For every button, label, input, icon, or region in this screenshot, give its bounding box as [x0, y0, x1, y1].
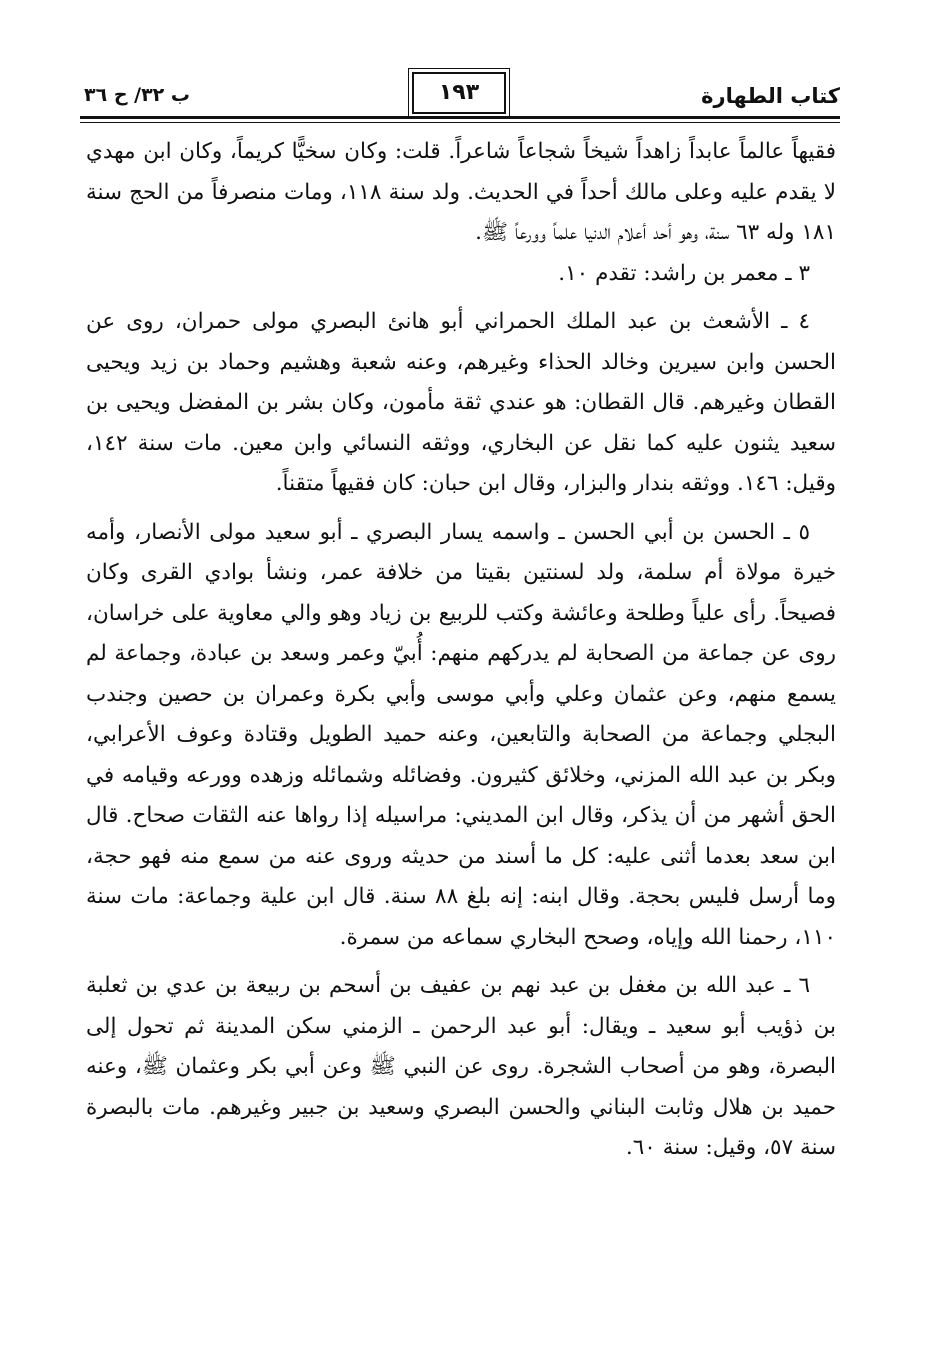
paragraph-continuation: فقيهاً عالماً عابداً زاهداً شيخاً شجاعاً شاعراً. قلت: وكان سخيًّا كريماً، وكان ابن مهدي لا يقدم عليه وعلى مالك أحداً في الحديث. ولد سنة ١١٨، ومات منصرفاً من الحج سنة ١٨١ وله ٦٣ سنة، وهو أحد أعلام الدنيا علماً وورعاً ﷺ. [86, 139, 836, 245]
page-number: ١٩٣ [412, 72, 506, 114]
paragraph-entry-4: ٤ ـ الأشعث بن عبد الملك الحمراني أبو هانئ البصري مولى حمران، روى عن الحسن وابن سيرين وخالد الحذاء وغيرهم، وعنه شعبة وهشيم وحماد بن زيد ويحيى القطان وغيرهم. قال القطان: هو عندي ثقة مأمون، وكان بشر بن المفضل ويحيى بن سعيد يثنون عليه كما نقل عن البخاري، ووثقه النسائي وابن معين. مات سنة ١٤٢، وقيل: ١٤٦. ووثقه بندار والبزار، وقال ابن حبان: كان فقيهاً متقناً. [86, 309, 836, 496]
paragraph-entry-5: ٥ ـ الحسن بن أبي الحسن ـ واسمه يسار البصري ـ أبو سعيد مولى الأنصار، وأمه خيرة مولاة أم سلمة، ولد لسنتين بقيتا من خلافة عمر، ونشأ بوادي القرى وكان فصيحاً. رأى علياً وطلحة وعائشة وكتب للربيع بن زياد وهو والي معاوية على خراسان، روى عن جماعة من الصحابة لم يدركهم منهم: أُبيّ وعمر وسعد بن عبادة، وجماعة لم يسمع منهم، وعن عثمان وعلي وأبي موسى وأبي بكرة وعمران بن حصين وجندب البجلي وجماعة من الصحابة والتابعين، وعنه حميد الطويل وقتادة وعوف الأعرابي، وبكر بن عبد الله المزني، وخلائق كثيرون. وفضائله وشمائله وزهده وورعه وقيامه في الحق أشهر من أن يذكر، وقال ابن المديني: مراسيله إذا رواها عنه الثقات صحاح. قال ابن سعد بعدما أثنى عليه: كل ما أسند من حديثه وروى عنه من سمع منه فهو حجة، وما أرسل فليس بحجة. وقال ابنه: إنه بلغ ٨٨ سنة. قال ابن علية وجماعة: مات سنة ١١٠، رحمنا الله وإياه، وصحح البخاري سماعه من سمرة. [86, 519, 836, 950]
paragraph-entry-3: ٣ ـ معمر بن راشد: تقدم ١٠. [558, 260, 810, 286]
header-rule-thick [80, 116, 840, 119]
book-title: كتاب الطهارة [701, 84, 840, 108]
paragraph-entry-6: ٦ ـ عبد الله بن مغفل بن عبد نهم بن عفيف بن أسحم بن ربيعة بن عدي بن ثعلبة بن ذؤيب أبو سعيد ـ ويقال: أبو عبد الرحمن ـ الزمني سكن المدينة ثم تحول إلى البصرة، وهو من أصحاب الشجرة. روى عن النبي ﷺ وعن أبي بكر وعثمان ﷺ، وعنه حميد بن هلال وثابت البناني والحسن البصري وسعيد بن جبير وغيرهم. مات بالبصرة سنة ٥٧، وقيل: سنة ٦٠. [86, 973, 836, 1160]
header-rule-thin [80, 122, 840, 123]
page-body [86, 132, 836, 1169]
chapter-reference: ب ٣٢/ ح ٣٦ [84, 84, 190, 106]
page-header [80, 72, 840, 118]
